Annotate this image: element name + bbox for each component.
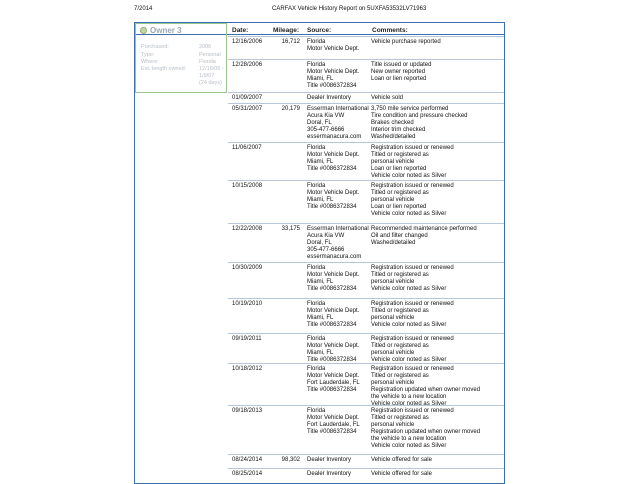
record-comments <box>371 226 477 247</box>
record-comment-line: Titled or registered as <box>371 190 429 196</box>
record-source-line: Motor Vehicle Dept. <box>307 46 360 52</box>
record-date: 09/18/2013 <box>232 408 263 414</box>
history-record-row <box>228 223 504 263</box>
record-source <box>307 62 359 90</box>
record-source-line: Fort Lauderdale, FL <box>307 380 360 386</box>
record-source-line: Miami, FL <box>307 315 334 321</box>
record-comment-line: Title issued or updated <box>371 62 432 68</box>
record-comment-line: Registration updated when owner moved <box>371 429 481 435</box>
record-source <box>307 95 351 102</box>
report-date: 7/2014 <box>134 6 153 12</box>
record-source-line: Title #0086372834 <box>307 387 357 393</box>
record-comment-line: Titled or registered as <box>371 373 429 379</box>
record-comment-line: 3,750 mile service performed <box>371 106 449 112</box>
column-date: Date: <box>232 27 249 34</box>
owner-panel <box>135 23 227 93</box>
record-source-line: Miami, FL <box>307 197 334 203</box>
record-source-line: Title #0086372834 <box>307 429 357 435</box>
record-source-line: Title #0086372834 <box>307 286 357 292</box>
record-comment-line: Loan or lien reported <box>371 204 427 210</box>
record-source-line: Florida <box>307 145 326 151</box>
record-comment-line: Registration issued or renewed <box>371 336 454 342</box>
history-record-row <box>228 36 504 60</box>
record-source-line: Title #0086372834 <box>307 166 357 172</box>
record-comment-line: Interior trim checked <box>371 127 426 133</box>
record-comment-line: Vehicle color noted as Silver <box>371 401 447 407</box>
record-source-line: Florida <box>307 336 326 342</box>
record-source-line: Esserman International <box>307 106 369 112</box>
record-comment-line: Loan or lien reported <box>371 76 427 82</box>
record-source-line: Esserman International <box>307 226 369 232</box>
record-comments <box>371 408 480 450</box>
record-source-line: Motor Vehicle Dept. <box>307 152 360 158</box>
column-source: Source: <box>307 27 332 34</box>
record-comment-line: personal vehicle <box>371 315 415 321</box>
owner-person-icon <box>140 27 147 34</box>
record-source-line: Miami, FL <box>307 350 334 356</box>
record-date: 09/19/2011 <box>232 336 262 342</box>
record-comment-line: Registration issued or renewed <box>371 301 454 307</box>
history-record-row <box>228 298 504 334</box>
record-source-line: Title #0086372834 <box>307 357 357 363</box>
column-mileage: Mileage: <box>273 27 300 34</box>
record-comment-line: Tire condition and pressure checked <box>371 113 468 119</box>
record-comment-line: Titled or registered as <box>371 308 429 314</box>
record-date: 01/09/2007 <box>232 95 263 101</box>
history-record-row <box>228 142 504 181</box>
history-record-row <box>228 405 504 455</box>
record-comment-line: Loan or lien reported <box>371 166 427 172</box>
record-comments <box>371 145 454 180</box>
record-source <box>307 457 351 464</box>
record-comment-line: Titled or registered as <box>371 272 429 278</box>
record-comment-line: Vehicle sold <box>371 95 404 101</box>
record-source <box>307 408 360 436</box>
history-record-row <box>228 454 504 469</box>
record-comment-line: Vehicle color noted as Silver <box>371 173 447 179</box>
record-comments <box>371 471 432 478</box>
record-comments <box>371 106 468 141</box>
record-mileage: 98,302 <box>281 457 300 463</box>
record-comments <box>371 265 454 293</box>
owner-where-value: Florida <box>199 59 216 65</box>
record-source <box>307 301 359 329</box>
record-source <box>307 39 359 53</box>
owner-purchased-value: 2006 <box>199 44 212 50</box>
history-record-row <box>228 468 504 481</box>
history-record-row <box>228 262 504 299</box>
record-source-line: Florida <box>307 183 326 189</box>
record-comment-line: Vehicle purchase reported <box>371 39 441 45</box>
record-source <box>307 183 359 211</box>
record-comment-line: New owner reported <box>371 69 426 75</box>
record-source-line: Florida <box>307 39 326 45</box>
record-source <box>307 336 359 364</box>
owner-length-days: (24 days) <box>199 80 222 86</box>
record-comments <box>371 95 403 102</box>
record-source-line: Motor Vehicle Dept. <box>307 190 360 196</box>
report-title: CARFAX Vehicle History Report on 5UXFA53532LV71963 <box>272 6 427 12</box>
record-date: 12/22/2008 <box>232 226 263 232</box>
record-source-line: Fort Lauderdale, FL <box>307 422 360 428</box>
record-source-line: Florida <box>307 301 326 307</box>
record-comments <box>371 301 454 329</box>
record-source <box>307 265 359 293</box>
record-source <box>307 106 369 141</box>
record-comments <box>371 457 432 464</box>
record-mileage: 33,175 <box>281 226 300 232</box>
record-comment-line: Washed/detailed <box>371 134 416 140</box>
record-source-line: Dealer Inventory <box>307 95 352 101</box>
record-comment-line: Registration issued or renewed <box>371 408 454 414</box>
record-source-line: Motor Vehicle Dept. <box>307 69 360 75</box>
record-comment-line: personal vehicle <box>371 350 415 356</box>
record-comments <box>371 336 454 364</box>
record-source <box>307 145 359 173</box>
record-source-line: essermanacura.com <box>307 134 362 140</box>
record-source-line: Florida <box>307 408 326 414</box>
record-date: 10/19/2010 <box>232 301 263 307</box>
owner-type-value: Personal <box>199 52 221 58</box>
record-comment-line: Vehicle offered for sale <box>371 457 432 463</box>
record-date: 10/30/2009 <box>232 265 263 271</box>
column-comments: Comments: <box>372 27 408 34</box>
record-source-line: Dealer Inventory <box>307 471 352 477</box>
record-comments <box>371 183 454 218</box>
record-source-line: Motor Vehicle Dept. <box>307 343 360 349</box>
record-source-line: Doral, FL <box>307 120 332 126</box>
record-comment-line: Registration updated when owner moved <box>371 387 481 393</box>
record-source-line: Miami, FL <box>307 76 334 82</box>
record-date: 12/28/2006 <box>232 62 263 68</box>
record-date: 11/06/2007 <box>232 145 262 151</box>
record-source-line: essermanacura.com <box>307 254 362 260</box>
record-source-line: Florida <box>307 265 326 271</box>
record-source-line: 305-477-6666 <box>307 247 345 253</box>
record-source-line: Miami, FL <box>307 159 334 165</box>
record-source-line: 305-477-6666 <box>307 127 345 133</box>
record-source-line: Acura Kia VW <box>307 113 345 119</box>
record-source-line: Motor Vehicle Dept. <box>307 272 360 278</box>
record-source-line: Miami, FL <box>307 279 334 285</box>
record-comment-line: Registration issued or renewed <box>371 366 454 372</box>
record-source-line: Acura Kia VW <box>307 233 345 239</box>
record-source-line: Motor Vehicle Dept. <box>307 415 360 421</box>
history-record-row <box>228 180 504 224</box>
owner-where-label: Where: <box>141 59 159 65</box>
record-source-line: Florida <box>307 366 326 372</box>
record-comment-line: Vehicle color noted as Silver <box>371 286 447 292</box>
record-source-line: Title #0086372834 <box>307 322 357 328</box>
owner-type-label: Type: <box>141 52 155 58</box>
history-record-row <box>228 363 504 406</box>
record-date: 08/25/2014 <box>232 471 263 477</box>
owner-length-end: 1/9/07 <box>199 73 215 79</box>
record-comment-line: Registration issued or renewed <box>371 145 454 151</box>
record-date: 05/31/2007 <box>232 106 263 112</box>
record-comment-line: Vehicle offered for sale <box>371 471 432 477</box>
record-comment-line: Washed/detailed <box>371 240 416 246</box>
record-source-line: Title #0086372834 <box>307 83 357 89</box>
record-source-line: Florida <box>307 62 326 68</box>
owner-length-value: 12/16/06 - <box>199 66 224 72</box>
record-source <box>307 366 360 394</box>
record-comment-line: Vehicle color noted as Silver <box>371 357 447 363</box>
record-comment-line: personal vehicle <box>371 159 415 165</box>
record-comment-line: personal vehicle <box>371 422 415 428</box>
history-record-row <box>228 59 504 93</box>
record-comment-line: Brakes checked <box>371 120 414 126</box>
record-comment-line: Titled or registered as <box>371 152 429 158</box>
record-comments <box>371 62 431 83</box>
history-record-row <box>228 103 504 143</box>
record-comment-line: Vehicle color noted as Silver <box>371 322 447 328</box>
record-comment-line: personal vehicle <box>371 279 415 285</box>
record-comments <box>371 366 480 408</box>
history-record-row <box>228 333 504 364</box>
record-comments <box>371 39 441 46</box>
record-source-line: Motor Vehicle Dept. <box>307 373 360 379</box>
record-date: 10/15/2008 <box>232 183 263 189</box>
record-comment-line: personal vehicle <box>371 197 415 203</box>
record-comment-line: Oil and filter changed <box>371 233 428 239</box>
record-comment-line: the vehicle to a new location <box>371 436 447 442</box>
owner-purchased-label: Purchased: <box>141 44 169 50</box>
record-comment-line: Titled or registered as <box>371 415 429 421</box>
record-mileage: 16,712 <box>281 39 300 45</box>
record-source <box>307 226 369 261</box>
record-comment-line: Registration issued or renewed <box>371 265 454 271</box>
record-comment-line: Registration issued or renewed <box>371 183 454 189</box>
record-comment-line: personal vehicle <box>371 380 415 386</box>
record-source-line: Doral, FL <box>307 240 332 246</box>
record-source <box>307 471 351 478</box>
record-comment-line: Vehicle color noted as Silver <box>371 211 447 217</box>
record-comment-line: the vehicle to a new location <box>371 394 447 400</box>
record-date: 08/24/2014 <box>232 457 263 463</box>
record-source-line: Motor Vehicle Dept. <box>307 308 360 314</box>
record-comment-line: Titled or registered as <box>371 343 429 349</box>
record-source-line: Dealer Inventory <box>307 457 352 463</box>
record-date: 12/16/2006 <box>232 39 263 45</box>
record-comment-line: Vehicle color noted as Silver <box>371 443 447 449</box>
record-comment-line: Recommended maintenance performed <box>371 226 477 232</box>
record-date: 10/18/2012 <box>232 366 263 372</box>
owner-length-label: Est. length owned: <box>141 66 187 72</box>
owner-title: Owner 3 <box>150 26 182 35</box>
record-source-line: Title #0086372834 <box>307 204 357 210</box>
record-mileage: 20,179 <box>281 106 300 112</box>
